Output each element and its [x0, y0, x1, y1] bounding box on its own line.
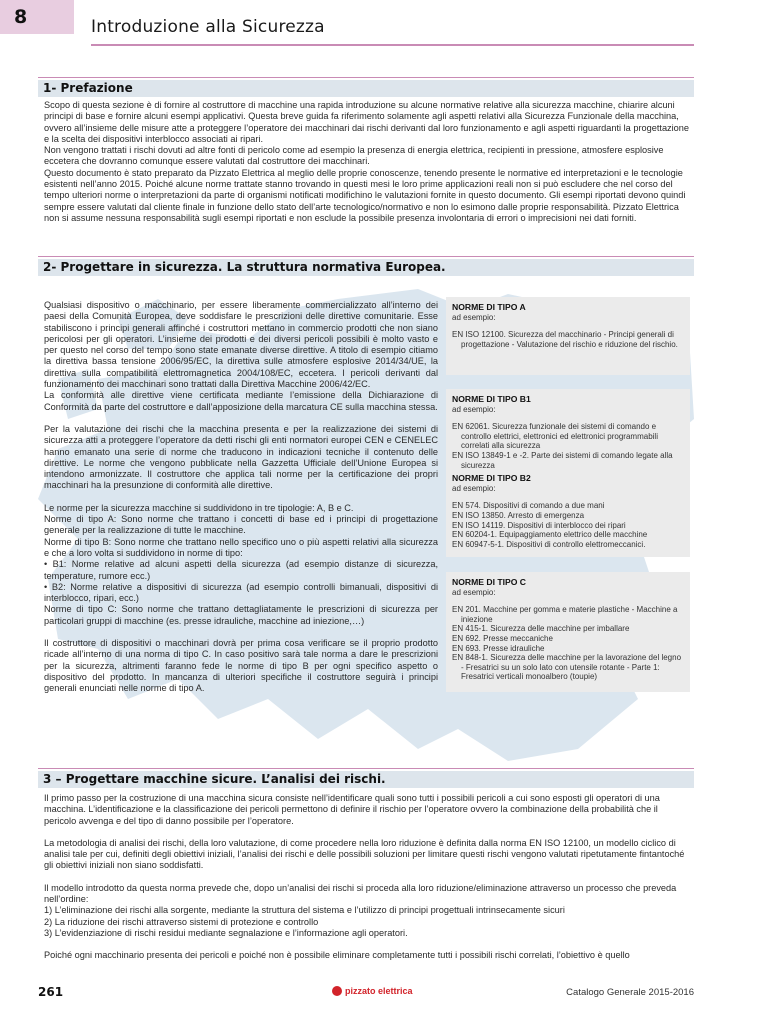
paragraph: La conformità alle direttive viene certificata mediante l’emissione della Dichiarazione di Conformità da parte del costruttore e dall’apposizione della marcatura CE sulla macchina stessa. — [44, 390, 438, 412]
box-heading: NORME DI TIPO B1 — [452, 394, 531, 404]
list-item: 2) La riduzione dei rischi attraverso sistemi di protezione e controllo — [44, 916, 319, 927]
list-item: 3) L’evidenziazione di rischi residui mediante segnalazione e l’informazione agli operatori. — [44, 927, 408, 938]
box-subheading: ad esempio: — [452, 483, 496, 493]
section-divider — [38, 77, 694, 78]
box-item: EN 62061. Sicurezza funzionale dei sistemi di comando e controllo elettrici, elettronici ed elettronici programmabili correlati alla sicurezza — [452, 422, 658, 451]
section-body-analisi-rischi — [44, 793, 692, 962]
catalog-label: Catalogo Generale 2015-2016 — [566, 987, 694, 998]
box-item: EN ISO 12100. Sicurezza del macchinario - Principi generali di progettazione - Valutazione del rischio e riduzione del rischio. — [452, 330, 678, 349]
box-item: EN ISO 14119. Dispositivi di interblocco dei ripari — [452, 520, 626, 530]
paragraph: • B2: Norme relative a dispositivi di sicurezza (ad esempio controlli bimanuali, dispositivi di interblocco, ripari, ecc.) — [44, 581, 438, 604]
paragraph: Il primo passo per la costruzione di una macchina sicura consiste nell’identificare quali sono tutti i possibili pericoli a cui sono esposti gli operatori di una macchina. L’identificazione e la classificazione dei pericoli permettono di definire il rischio per l’operatore ovvero la combinazione della probabilità che il pericolo avvenga e del tipo di danno possibile per l’operatore. — [44, 793, 660, 826]
section-heading-prefazione: 1- Prefazione — [38, 80, 694, 97]
norme-tipo-b-box — [446, 389, 690, 557]
box-item: EN 692. Presse meccaniche — [452, 633, 553, 643]
section-divider — [38, 256, 694, 257]
norme-tipo-c-box — [446, 572, 690, 692]
paragraph: Norme di tipo B: Sono norme che trattano nello specifico uno o più aspetti relativi alla sicurezza e che a loro volta si suddividono in norme di tipo: — [44, 536, 438, 558]
section-heading-analisi-rischi: 3 – Progettare macchine sicure. L’analisi dei rischi. — [38, 771, 694, 788]
list-item: 1) L’eliminazione dei rischi alla sorgente, mediante la struttura del sistema e l’utilizzo di principi progettuali intrinsecamente sicuri — [44, 905, 565, 916]
box-heading: NORME DI TIPO C — [452, 577, 527, 587]
page-title: Introduzione alla Sicurezza — [91, 17, 325, 37]
brand-logo — [332, 986, 413, 996]
box-item: EN 60947-5-1. Dispositivi di controllo elettromeccanici. — [452, 539, 646, 549]
page-number: 261 — [38, 985, 64, 999]
paragraph: • B1: Norme relative ad alcuni aspetti della sicurezza (ad esempio distanze di sicurezza, temperature, rumore ecc.) — [44, 559, 438, 581]
paragraph: Il modello introdotto da questa norma prevede che, dopo un’analisi dei rischi si proceda alla loro riduzione/eliminazione attraverso un processo che preveda nell’ordine: — [44, 882, 677, 905]
paragraph: Il costruttore di dispositivi o macchinari dovrà per prima cosa verificare se il proprio prodotto ricade all’interno di una norma di tipo C. In caso positivo sarà tale norma a dare le prescrizioni per la sicurezza, altrimenti faranno fede le norme di tipo B per ogni specifico aspetto o dispositivo del prodotto. In mancanza di ulteriori specifiche il costruttore seguirà i principi generali enunciati nelle norme di tipo A. — [44, 638, 438, 694]
section-divider — [38, 768, 694, 769]
box-subheading: ad esempio: — [452, 587, 496, 597]
page-tab: 8 — [0, 0, 74, 34]
box-heading: NORME DI TIPO A — [452, 302, 526, 312]
paragraph: Norme di tipo A: Sono norme che trattano i concetti di base ed i principi di progettazione generale per la realizzazione di tutte le macchine. — [44, 514, 438, 536]
box-subheading: ad esempio: — [452, 404, 496, 414]
paragraph: Per la valutazione dei rischi che la macchina presenta e per la realizzazione dei sistemi di sicurezza atti a proteggere l’operatore da detti rischi gli enti normatori europei CEN e CENELEC hanno emanato una serie di norme che traducono in indicazioni tecniche il contenuto delle direttive. Le norme che vengono pubblicate nella Gazzetta Ufficiale dell’Unione Europea si intendono armonizzate. Il costruttore che applica tali norme per la certificazione dei propri macchinari ha la presunzione di conformità alle direttive. — [44, 423, 438, 491]
paragraph: Norme di tipo C: Sono norme che trattano dettagliatamente le prescrizioni di sicurezza per particolari gruppi di macchine (es. presse idrauliche, macchine ad iniezione,…) — [44, 604, 438, 626]
box-subheading: ad esempio: — [452, 312, 496, 322]
logo-icon — [332, 986, 342, 996]
box-item: EN 693. Presse idrauliche — [452, 643, 545, 653]
section-heading-struttura-normativa: 2- Progettare in sicurezza. La struttura normativa Europea. — [38, 259, 694, 276]
paragraph: Le norme per la sicurezza macchine si suddividono in tre tipologie: A, B e C. — [44, 502, 354, 513]
paragraph: Non vengono trattati i rischi dovuti ad altre fonti di pericolo come ad esempio la presenza di energia elettrica, recipienti in pressione, atmosfere esplosive eccetera che dovranno comunque essere valutati dal costruttore dei macchinari. — [44, 145, 664, 167]
box-item: EN 574. Dispositivi di comando a due mani — [452, 501, 605, 511]
box-item: EN 848-1. Sicurezza delle macchine per la lavorazione del legno - Fresatrici su un solo lato con utensile rotante - Parte 1: Fresatrici verticali monoalbero (toupie) — [452, 653, 682, 682]
section-body-prefazione — [44, 100, 692, 224]
box-heading: NORME DI TIPO B2 — [452, 473, 531, 484]
title-rule — [91, 44, 694, 46]
box-item: EN 415-1. Sicurezza delle macchine per imballare — [452, 624, 630, 634]
paragraph: Qualsiasi dispositivo o macchinario, per essere liberamente commercializzato all’interno dei paesi della Comunità Europea, deve soddisfare le prescrizioni delle direttive comunitarie. Esse stabiliscono i principi generali affinché i costruttori mettano in commercio prodotti che non siano pericolosi per gli operatori. L’insieme dei prodotti e dei diversi pericoli possibili è molto vasto e per questo nel corso del tempo sono state emanate diverse direttive. A titolo di esempio citiamo la direttiva bassa tensione 2006/95/EC, la direttiva sulle atmosfere esplosive 2014/34/UE, la direttiva sulla compatibilità elettromagnetica 2004/108/EC, eccetera. I pericoli derivanti dal funzionamento dei macchinari sono trattati dalla Direttiva Macchine 2006/42/EC. — [44, 300, 438, 390]
paragraph: Scopo di questa sezione è di fornire al costruttore di macchine una rapida introduzione su alcune normative relative alla sicurezza macchine, chiarire alcuni principi di base e fornire alcuni esempi applicativi. Questa breve guida fa riferimento solamente agli aspetti relativi alla Sicurezza Funzionale della macchina, ovvero all’insieme delle misure atte a proteggere l’operatore dei macchinari dai rischi derivanti dal loro funzionamento e agli aspetti riguardanti la progettazione e la scelta dei dispositivi interblocco associati ai ripari. — [44, 100, 690, 144]
paragraph: Poiché ogni macchinario presenta dei pericoli e poiché non è possibile eliminare completamente tutti i possibili rischi correlati, l’obiettivo è quello — [44, 950, 630, 961]
box-item: EN ISO 13849-1 e -2. Parte dei sistemi di comando legate alla sicurezza — [452, 450, 673, 470]
logo-text: pizzato elettrica — [345, 986, 413, 996]
paragraph: Questo documento è stato preparato da Pizzato Elettrica al meglio delle proprie conoscenze, tenendo presente le normative ed interpretazioni e le tecnologie esistenti nell’anno 2015. Poiché alcune norme trattate stanno trovando in questi mesi le loro prime applicazioni reali non si può escludere che nel corso del tempo ulteriori norme o interpretazioni da parte di organismi notificati modifichino le valutazioni fornite in questo documento. Gli esempi riportati devono quindi sempre essere valutati dal cliente finale in funzione dello stato dell’arte tecnologico/normativo e non lo esimono dalle proprie responsabilità. Pizzato Elettrica non si assume nessuna responsabilità sugli esempi riportati e non esclude la possibile presenza involontaria di errori o imprecisioni nei dati forniti. — [44, 167, 686, 223]
box-item: EN 201. Macchine per gomma e materie plastiche - Macchine a iniezione — [452, 605, 678, 624]
norme-tipo-a-box — [446, 297, 690, 375]
box-item: EN 60204-1. Equipaggiamento elettrico delle macchine — [452, 530, 648, 540]
paragraph: La metodologia di analisi dei rischi, della loro valutazione, di come procedere nella loro riduzione è definita dalla norma EN ISO 12100, un modello ciclico di analisi tale per cui, definiti degli obiettivi iniziali, l’analisi dei rischi e delle possibili soluzioni per limitare questi rischi vengono valutati ripetutamente fintantoché gli obiettivi iniziali non siano soddisfatti. — [44, 837, 685, 871]
box-item: EN ISO 13850. Arresto di emergenza — [452, 510, 585, 520]
section-body-struttura-normativa — [44, 300, 438, 695]
